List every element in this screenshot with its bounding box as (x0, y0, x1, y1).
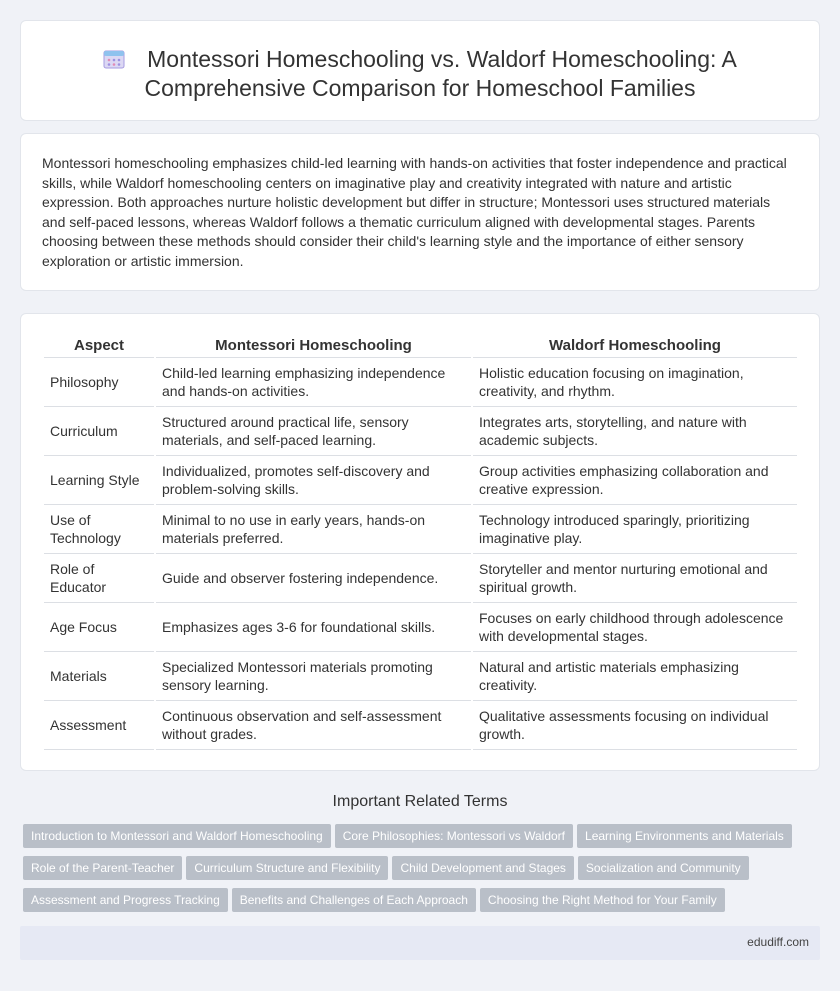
cell-aspect: Materials (44, 652, 154, 701)
table-row (44, 652, 797, 701)
cell-aspect: Learning Style (44, 456, 154, 505)
cell-aspect: Curriculum (44, 407, 154, 456)
related-term-tag[interactable]: Assessment and Progress Tracking (23, 888, 228, 912)
related-term-tag[interactable]: Curriculum Structure and Flexibility (186, 856, 388, 880)
cell-montessori: Specialized Montessori materials promoting sensory learning. (156, 652, 471, 701)
table-row (44, 554, 797, 603)
comparison-card (20, 313, 820, 771)
cell-montessori: Individualized, promotes self-discovery and problem-solving skills. (156, 456, 471, 505)
table-row (44, 407, 797, 456)
cell-aspect: Philosophy (44, 358, 154, 407)
footer (20, 926, 820, 960)
cell-montessori: Structured around practical life, sensory materials, and self-paced learning. (156, 407, 471, 456)
header-waldorf: Waldorf Homeschooling (473, 334, 797, 358)
cell-waldorf: Technology introduced sparingly, prioritizing imaginative play. (473, 505, 797, 554)
cell-aspect: Age Focus (44, 603, 154, 652)
calendar-icon (103, 47, 125, 67)
header-aspect: Aspect (44, 334, 154, 358)
cell-waldorf: Integrates arts, storytelling, and nature with academic subjects. (473, 407, 797, 456)
cell-montessori: Child-led learning emphasizing independence and hands-on activities. (156, 358, 471, 407)
related-terms-section (20, 792, 820, 907)
table-row (44, 603, 797, 652)
header-montessori: Montessori Homeschooling (156, 334, 471, 358)
cell-waldorf: Group activities emphasizing collaboration and creative expression. (473, 456, 797, 505)
related-term-tag[interactable]: Benefits and Challenges of Each Approach (232, 888, 476, 912)
title-card (20, 20, 820, 121)
table-header-row (44, 334, 797, 358)
cell-aspect: Role of Educator (44, 554, 154, 603)
cell-montessori: Minimal to no use in early years, hands-on materials preferred. (156, 505, 471, 554)
cell-aspect: Assessment (44, 701, 154, 750)
table-row (44, 456, 797, 505)
table-row (44, 358, 797, 407)
cell-montessori: Guide and observer fostering independence. (156, 554, 471, 603)
related-terms-list (23, 824, 813, 920)
cell-montessori: Emphasizes ages 3-6 for foundational skills. (156, 603, 471, 652)
table-row (44, 701, 797, 750)
cell-waldorf: Focuses on early childhood through adolescence with developmental stages. (473, 603, 797, 652)
cell-waldorf: Natural and artistic materials emphasizing creativity. (473, 652, 797, 701)
related-term-tag[interactable]: Role of the Parent-Teacher (23, 856, 182, 880)
related-term-tag[interactable]: Child Development and Stages (392, 856, 573, 880)
cell-waldorf: Holistic education focusing on imagination, creativity, and rhythm. (473, 358, 797, 407)
related-term-tag[interactable]: Learning Environments and Materials (577, 824, 792, 848)
footer-site-link[interactable]: edudiff.com (747, 935, 809, 949)
intro-card (20, 133, 820, 291)
page-title (21, 45, 819, 103)
page-title-text: Montessori Homeschooling vs. Waldorf Homeschooling: A Comprehensive Comparison for Homeschool Families (144, 46, 737, 101)
cell-montessori: Continuous observation and self-assessment without grades. (156, 701, 471, 750)
table-row (44, 505, 797, 554)
cell-waldorf: Storyteller and mentor nurturing emotional and spiritual growth. (473, 554, 797, 603)
related-term-tag[interactable]: Introduction to Montessori and Waldorf Homeschooling (23, 824, 331, 848)
cell-waldorf: Qualitative assessments focusing on individual growth. (473, 701, 797, 750)
cell-aspect: Use of Technology (44, 505, 154, 554)
related-term-tag[interactable]: Choosing the Right Method for Your Family (480, 888, 725, 912)
related-terms-heading: Important Related Terms (332, 793, 508, 810)
related-term-tag[interactable]: Socialization and Community (578, 856, 749, 880)
intro-paragraph: Montessori homeschooling emphasizes child-led learning with hands-on activities that foster independence and practical skills, while Waldorf homeschooling centers on imaginative play and creativity integrated with nature and artistic expression. Both approaches nurture holistic development but differ in structure; Montessori uses structured materials and self-paced lessons, whereas Waldorf follows a thematic curriculum aligned with developmental stages. Parents choosing between these methods should consider their child's learning style and the importance of either sensory exploration or artistic immersion. (42, 155, 787, 269)
comparison-table (42, 334, 799, 750)
related-term-tag[interactable]: Core Philosophies: Montessori vs Waldorf (335, 824, 573, 848)
